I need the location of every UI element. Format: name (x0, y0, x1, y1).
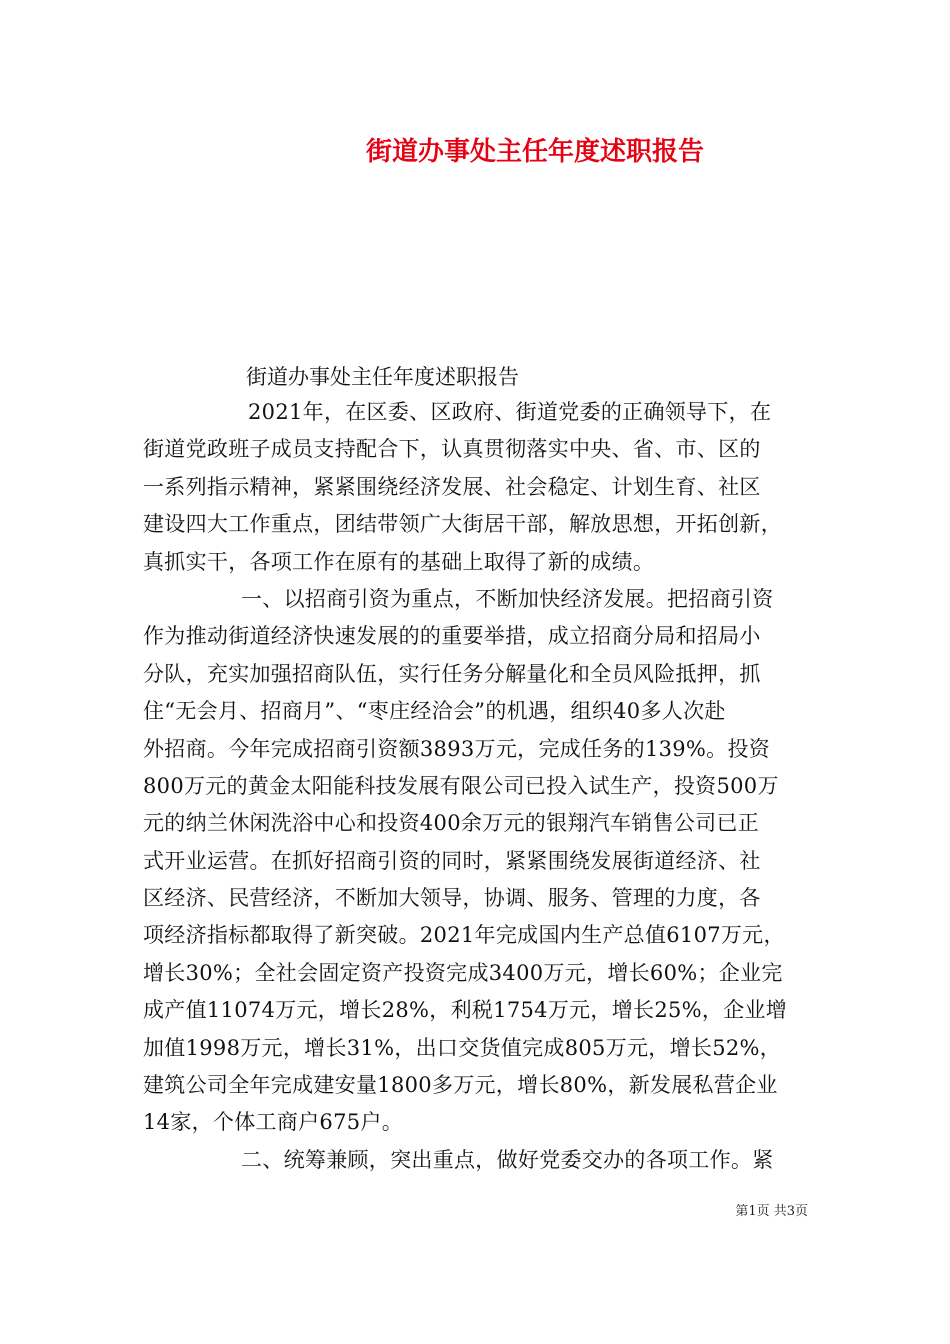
paragraph-2-line-2: 作为推动街道经济快速发展的的重要举措，成立招商分局和招局小 (143, 624, 761, 649)
paragraph-2-line-11: 增长30%；全社会固定资产投资完成3400万元，增长60%；企业完 (143, 960, 783, 985)
paragraph-2-line-14: 建筑公司全年完成建安量1800多万元，增长80%，新发展私营企业 (143, 1073, 778, 1098)
document-title: 街道办事处主任年度述职报告 (365, 137, 704, 167)
document-body (143, 394, 809, 1179)
paragraph-2-line-12: 成产值11074万元，增长28%，利税1754万元，增长25%，企业增 (143, 998, 788, 1023)
paragraph-2-line-8: 式开业运营。在抓好招商引资的同时，紧紧围绕发展街道经济、社 (143, 848, 761, 873)
paragraph-2-line-3: 分队，充实加强招商队伍，实行任务分解量化和全员风险抵押，抓 (143, 661, 761, 686)
paragraph-2-line-1: 一、以招商引资为重点，不断加快经济发展。把招商引资 (241, 586, 774, 611)
paragraph-3-line-1: 二、统筹兼顾，突出重点，做好党委交办的各项工作。紧 (241, 1147, 774, 1172)
paragraph-2-line-13: 加值1998万元，增长31%，出口交货值完成805万元，增长52%， (143, 1035, 782, 1060)
paragraph-2-line-4: 住“无会月、招商月”、“枣庄经洽会”的机遇，组织40多人次赴 (143, 699, 726, 724)
paragraph-2-line-9: 区经济、民营经济，不断加大领导，协调、服务、管理的力度，各 (143, 886, 761, 911)
paragraph-1-line-5: 真抓实干，各项工作在原有的基础上取得了新的成绩。 (143, 549, 655, 574)
paragraph-1-line-4: 建设四大工作重点，团结带领广大街居干部，解放思想，开拓创新， (143, 512, 782, 537)
paragraph-1-line-3: 一系列指示精神，紧紧围绕经济发展、社会稳定、计划生育、社区 (143, 474, 761, 499)
document-subtitle: 街道办事处主任年度述职报告 (246, 365, 519, 389)
paragraph-2-line-7: 元的纳兰休闲洗浴中心和投资400余万元的银翔汽车销售公司已正 (143, 811, 760, 836)
paragraph-2-line-15: 14家，个体工商户675户。 (143, 1110, 404, 1135)
paragraph-2-line-6: 800万元的黄金太阳能科技发展有限公司已投入试生产，投资500万 (143, 773, 779, 798)
page-number-footer: 第1页 共3页 (735, 1204, 808, 1219)
paragraph-2-line-10: 项经济指标都取得了新突破。2021年完成国内生产总值6107万元， (143, 923, 785, 948)
paragraph-1-line-1: 2021年，在区委、区政府、街道党委的正确领导下，在 (248, 400, 772, 424)
paragraph-2-line-5: 外招商。今年完成招商引资额3893万元，完成任务的139%。投资 (143, 736, 771, 761)
paragraph-1-line-2: 街道党政班子成员支持配合下，认真贯彻落实中央、省、市、区的 (143, 437, 761, 462)
